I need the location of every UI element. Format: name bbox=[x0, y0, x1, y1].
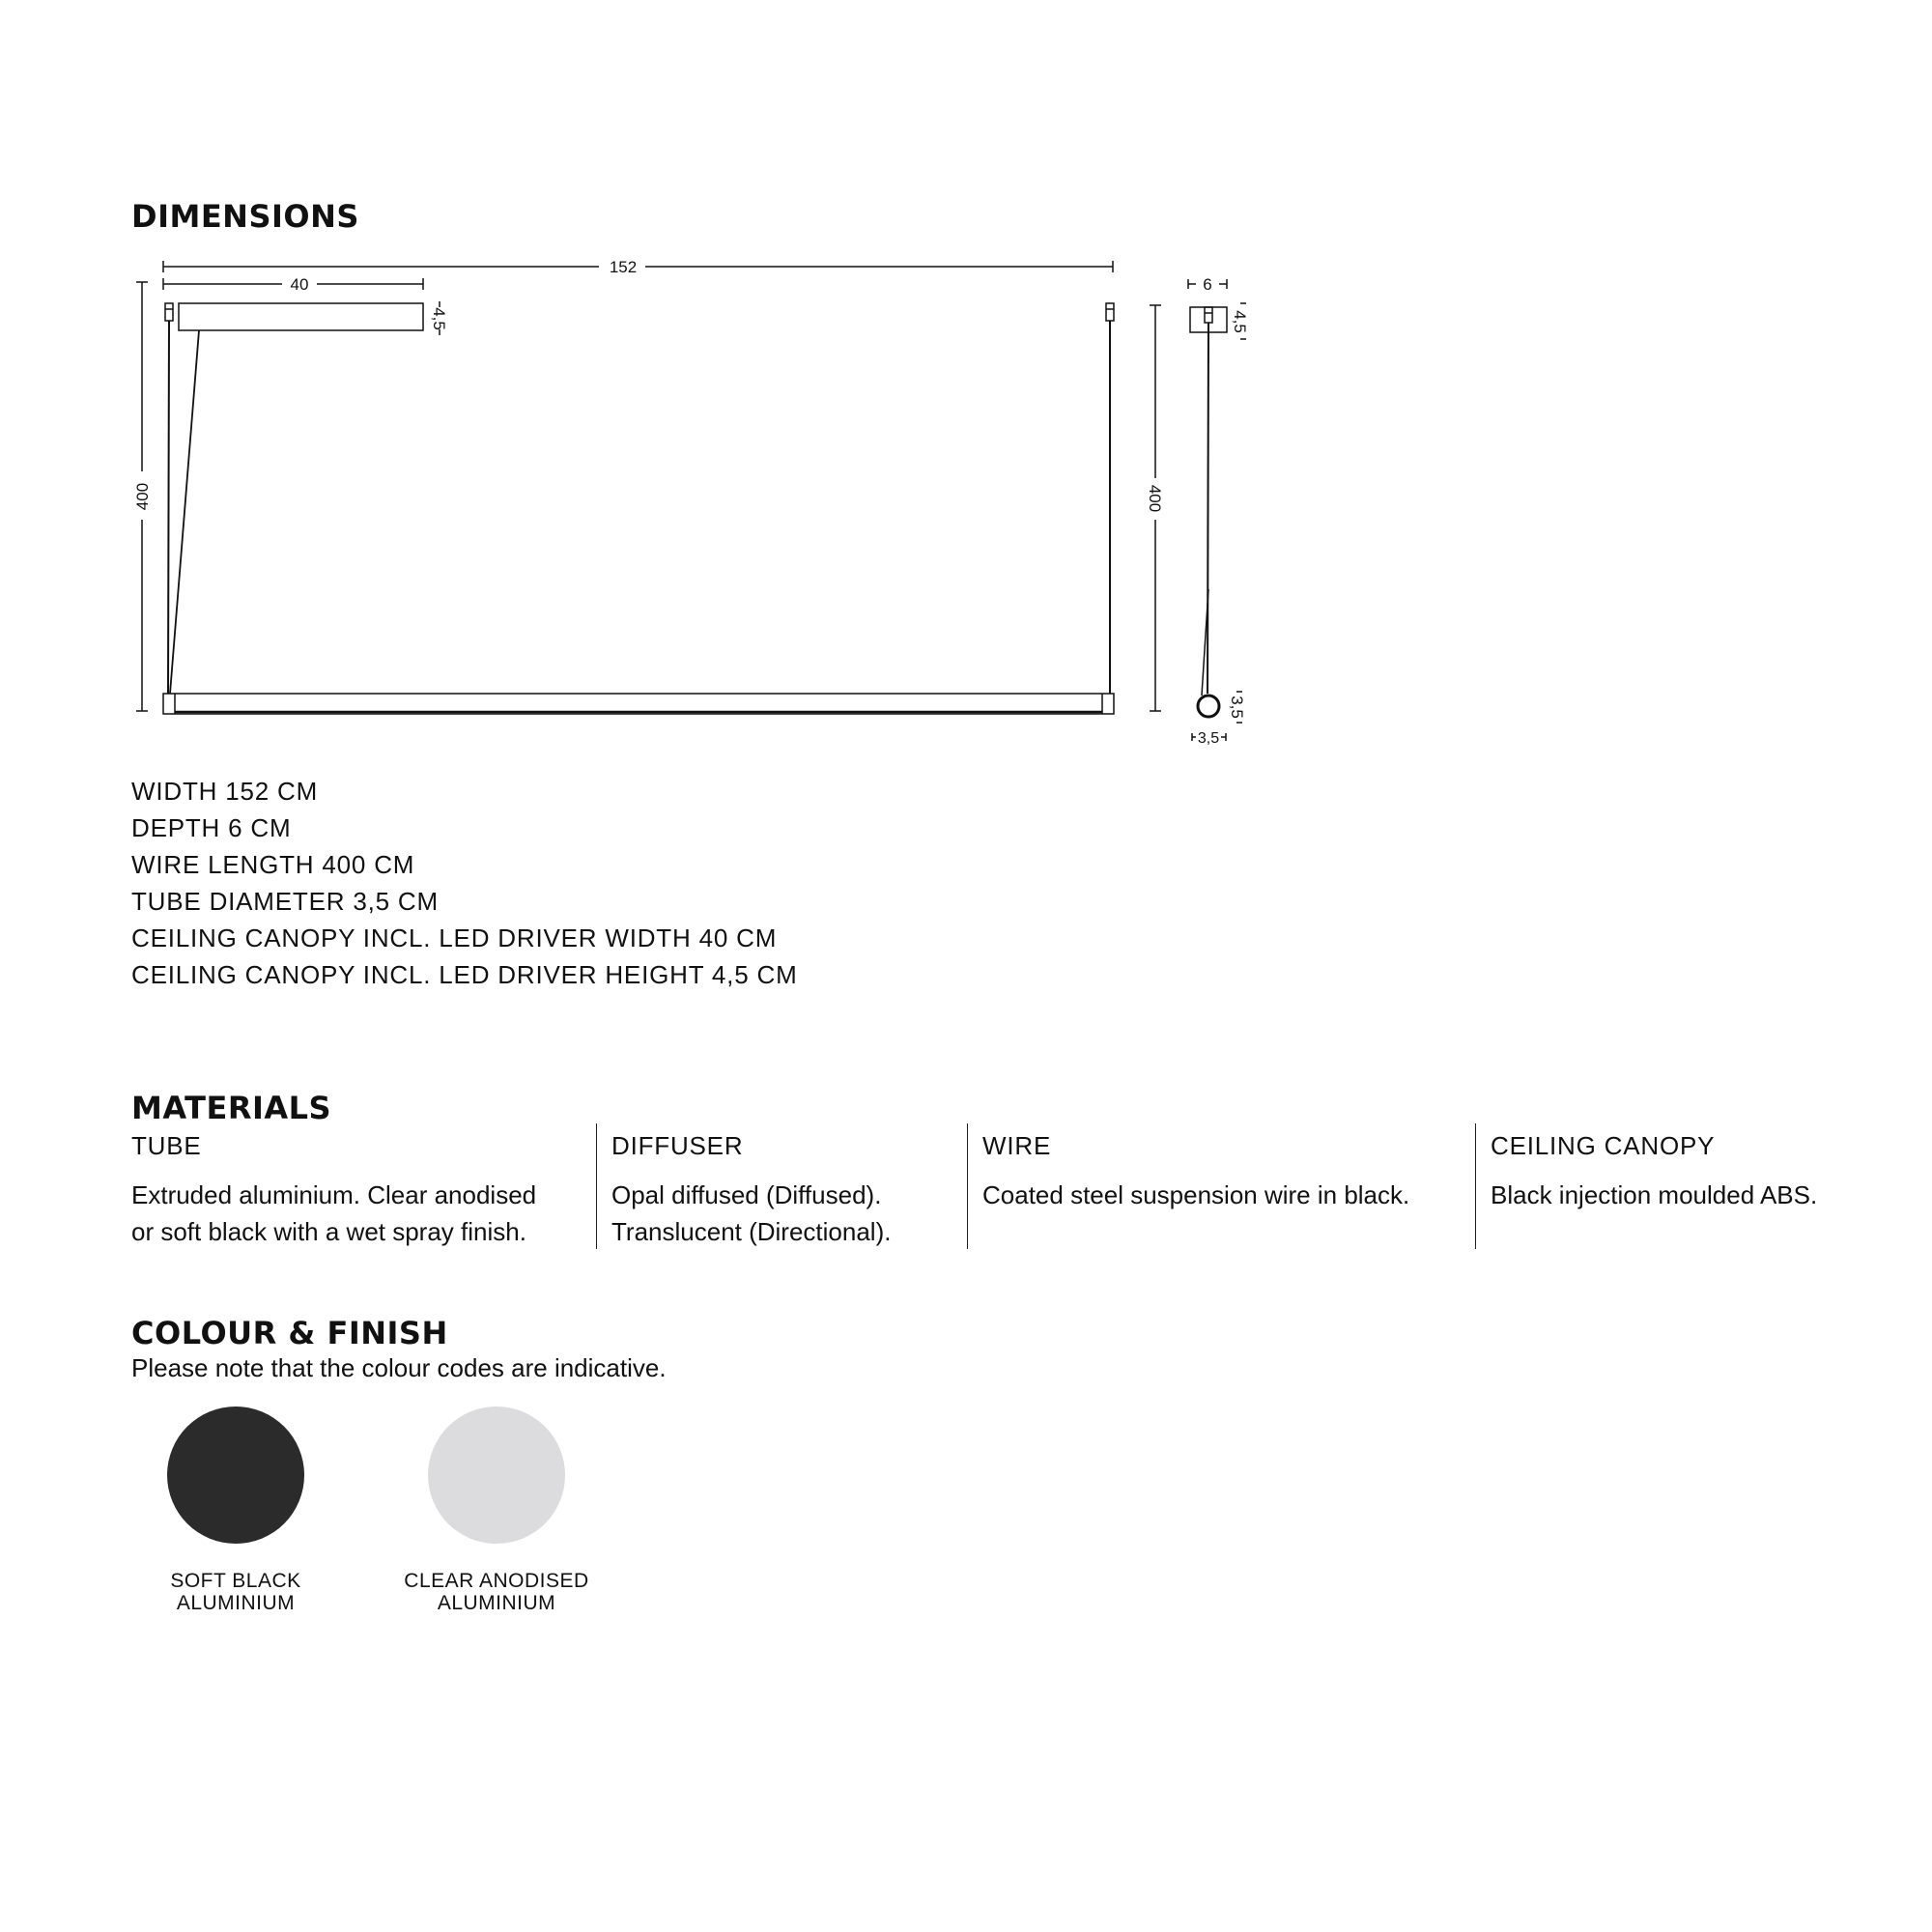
overall-width-label: 152 bbox=[609, 258, 638, 276]
spec-canopy-height: CEILING CANOPY INCL. LED DRIVER HEIGHT 4,5 CM bbox=[131, 960, 798, 989]
material-ceiling-canopy bbox=[1475, 1123, 1916, 1249]
swatch-clear-anodised bbox=[371, 1406, 622, 1614]
dimension-specs bbox=[131, 773, 798, 993]
tube-width-label: 3,5 bbox=[1197, 730, 1220, 747]
material-title: DIFFUSER bbox=[611, 1131, 744, 1160]
material-description: Black injection moulded ABS. bbox=[1491, 1180, 1818, 1209]
ceiling-canopy-front bbox=[179, 303, 423, 330]
spec-wire-length: WIRE LENGTH 400 CM bbox=[131, 850, 415, 879]
canopy-width-label: 40 bbox=[290, 275, 309, 294]
material-title: CEILING CANOPY bbox=[1491, 1131, 1716, 1160]
light-tube-side bbox=[1198, 696, 1219, 717]
left-wire-mount bbox=[165, 303, 173, 321]
depth-label: 6 bbox=[1203, 275, 1212, 294]
tube-height-label: 3,5 bbox=[1228, 696, 1246, 719]
right-wire-mount bbox=[1106, 303, 1114, 321]
colour-finish-heading: COLOUR & FINISH bbox=[131, 1315, 448, 1351]
dimensions-heading: DIMENSIONS bbox=[131, 198, 359, 235]
colour-swatch-circle bbox=[428, 1406, 565, 1544]
material-tube bbox=[131, 1123, 585, 1249]
spec-tube-diameter: TUBE DIAMETER 3,5 CM bbox=[131, 887, 439, 916]
colour-swatch-circle bbox=[167, 1406, 304, 1544]
material-description: Opal diffused (Diffused). Translucent (Directional). bbox=[611, 1180, 892, 1246]
overall-width-dimension bbox=[163, 261, 1113, 272]
left-suspension-wire bbox=[168, 321, 169, 694]
power-cable bbox=[170, 330, 199, 694]
material-wire bbox=[967, 1123, 1475, 1249]
material-diffuser bbox=[596, 1123, 979, 1249]
swatch-soft-black bbox=[110, 1406, 361, 1614]
material-title: TUBE bbox=[131, 1131, 202, 1160]
canopy-height-label: 4,5 bbox=[430, 307, 448, 330]
material-title: WIRE bbox=[982, 1131, 1052, 1160]
spec-width: WIDTH 152 CM bbox=[131, 777, 319, 806]
left-wire-length-label: 400 bbox=[133, 482, 152, 511]
spec-canopy-width: CEILING CANOPY INCL. LED DRIVER WIDTH 40 CM bbox=[131, 923, 778, 952]
material-description: Coated steel suspension wire in black. bbox=[982, 1180, 1410, 1209]
colour-note: Please note that the colour codes are indicative. bbox=[131, 1353, 667, 1382]
materials-heading: MATERIALS bbox=[131, 1090, 332, 1126]
swatch-label: CLEAR ANODISED ALUMINIUM bbox=[404, 1570, 589, 1614]
material-description: Extruded aluminium. Clear anodised or soft black with a wet spray finish. bbox=[131, 1180, 537, 1246]
swatch-label: SOFT BLACK ALUMINIUM bbox=[170, 1570, 301, 1614]
right-wire-length-label: 400 bbox=[1146, 484, 1164, 513]
technical-drawing bbox=[0, 0, 1932, 773]
spec-depth: DEPTH 6 CM bbox=[131, 813, 292, 842]
side-canopy-height-label: 4,5 bbox=[1231, 310, 1249, 333]
